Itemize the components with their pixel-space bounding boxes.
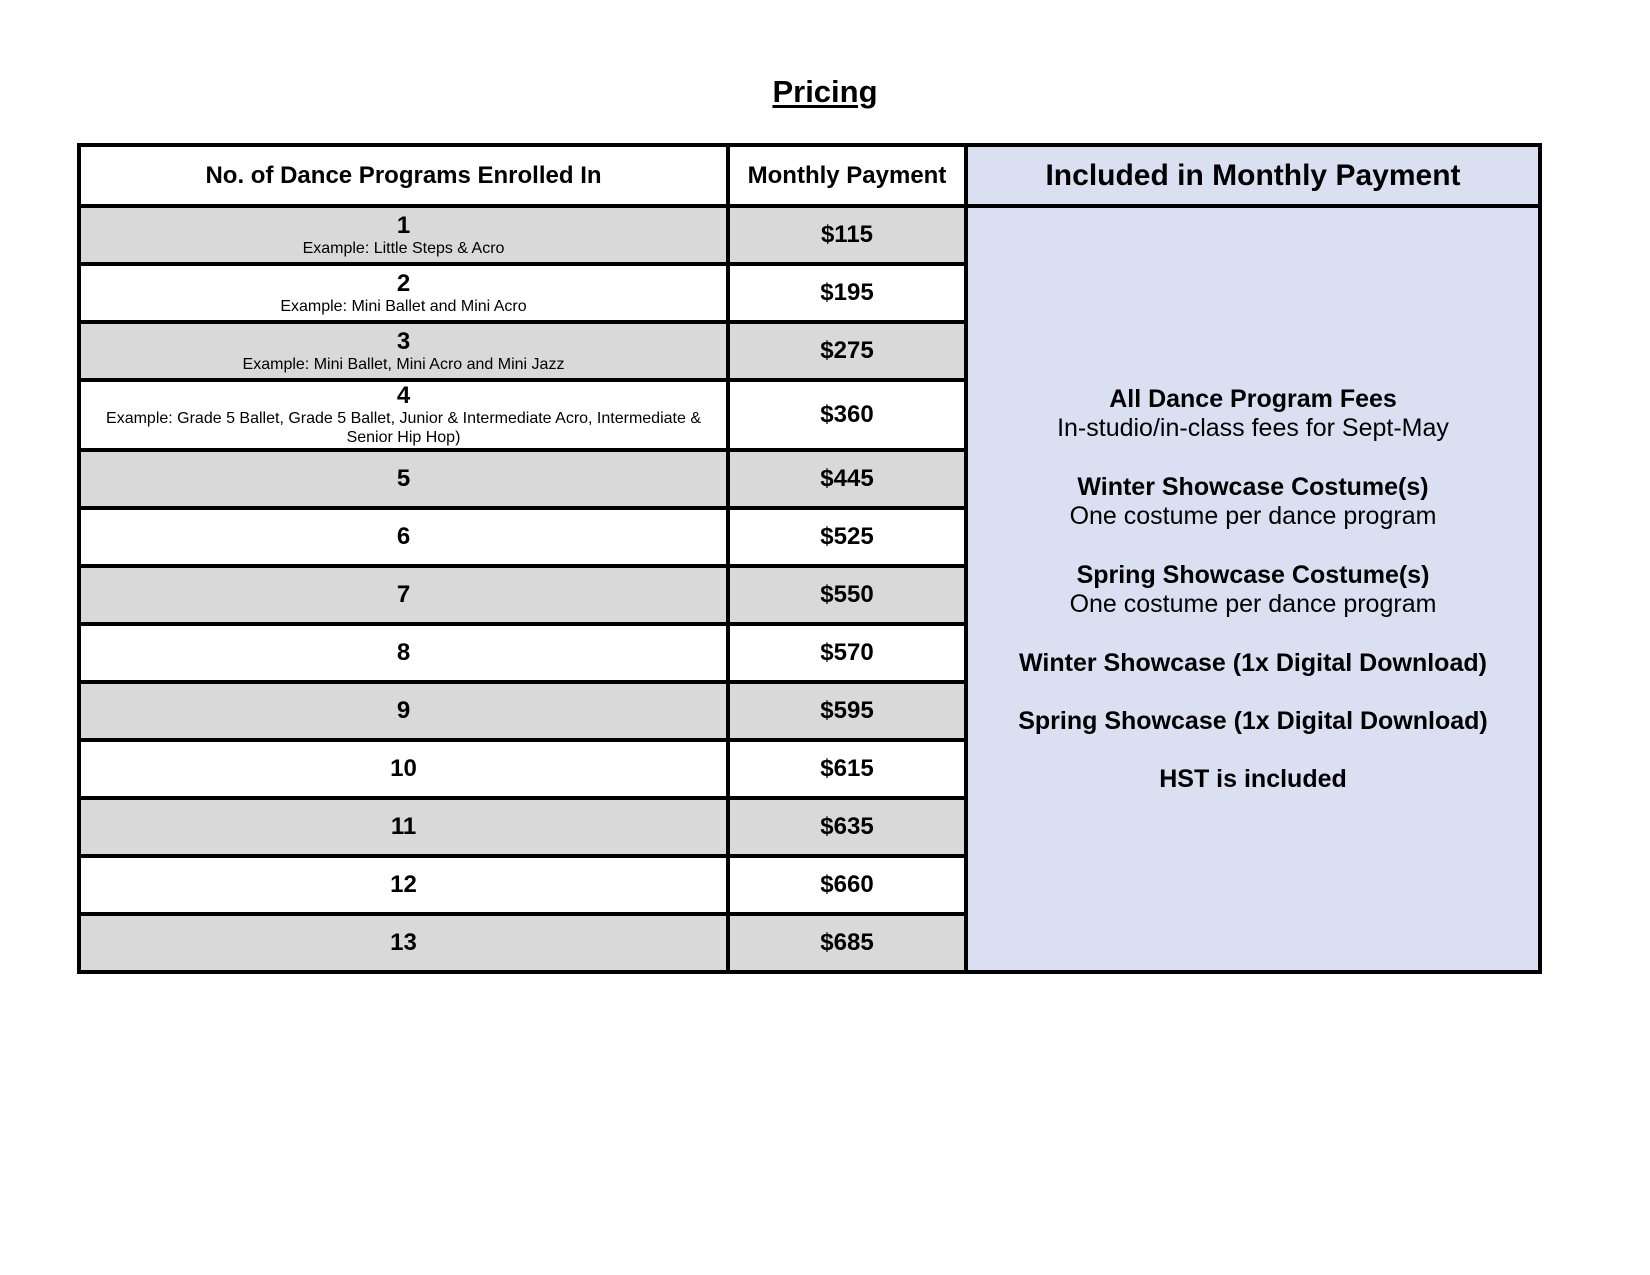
monthly-price: $525 [728,508,966,566]
program-count: 5 [396,465,411,492]
program-count: 2 [396,269,411,297]
program-count-cell [79,682,728,740]
included-hst: HST is included [1159,764,1347,793]
included-spring-download: Spring Showcase (1x Digital Download) [1018,706,1488,735]
monthly-price: $570 [728,624,966,682]
program-count: 11 [390,813,417,840]
monthly-price: $360 [728,380,966,450]
program-count: 8 [396,639,411,666]
program-count-cell [79,322,728,380]
included-spring-costume-title: Spring Showcase Costume(s) [1076,560,1430,589]
table-header-row [79,145,1540,206]
monthly-price: $615 [728,740,966,798]
monthly-price: $275 [728,322,966,380]
monthly-price: $635 [728,798,966,856]
included-panel [966,206,1540,972]
program-example: Example: Grade 5 Ballet, Grade 5 Ballet, Junior & Intermediate Acro, Intermediate & Senior Hip Hop) [106,410,701,446]
program-count-cell [79,450,728,508]
program-count: 13 [390,929,417,956]
program-count: 10 [390,755,417,782]
program-count-cell [79,508,728,566]
program-count: 3 [396,327,411,355]
monthly-price: $445 [728,450,966,508]
program-count-cell [79,264,728,322]
program-count-cell [79,566,728,624]
monthly-price: $550 [728,566,966,624]
program-count-cell [79,914,728,972]
included-winter-costume-title: Winter Showcase Costume(s) [1077,472,1429,501]
program-count: 9 [396,697,411,724]
program-count-cell [79,206,728,264]
monthly-price: $195 [728,264,966,322]
table-row [79,206,1540,264]
monthly-price: $595 [728,682,966,740]
included-fees-detail: In-studio/in-class fees for Sept-May [1057,413,1449,442]
monthly-price: $685 [728,914,966,972]
included-winter-download: Winter Showcase (1x Digital Download) [1019,648,1487,677]
page-title: Pricing [772,74,878,109]
pricing-table [77,143,1542,974]
header-monthly-payment: Monthly Payment [728,145,966,206]
program-example: Example: Mini Ballet and Mini Acro [280,297,527,315]
program-count-cell [79,740,728,798]
included-winter-costume-detail: One costume per dance program [1069,501,1437,530]
program-count: 6 [396,523,411,550]
header-included: Included in Monthly Payment [966,145,1540,206]
program-count-cell [79,856,728,914]
program-count: 12 [390,871,417,898]
program-example: Example: Mini Ballet, Mini Acro and Mini Jazz [242,355,565,373]
program-example: Example: Little Steps & Acro [302,239,505,257]
program-count-cell [79,798,728,856]
program-count-cell [79,380,728,450]
program-count: 7 [396,581,411,608]
program-count: 1 [396,211,411,239]
monthly-price: $115 [728,206,966,264]
included-spring-costume-detail: One costume per dance program [1069,589,1437,618]
program-count: 4 [396,382,411,409]
header-programs: No. of Dance Programs Enrolled In [79,145,728,206]
program-count-cell [79,624,728,682]
monthly-price: $660 [728,856,966,914]
included-fees-title: All Dance Program Fees [1109,384,1397,413]
